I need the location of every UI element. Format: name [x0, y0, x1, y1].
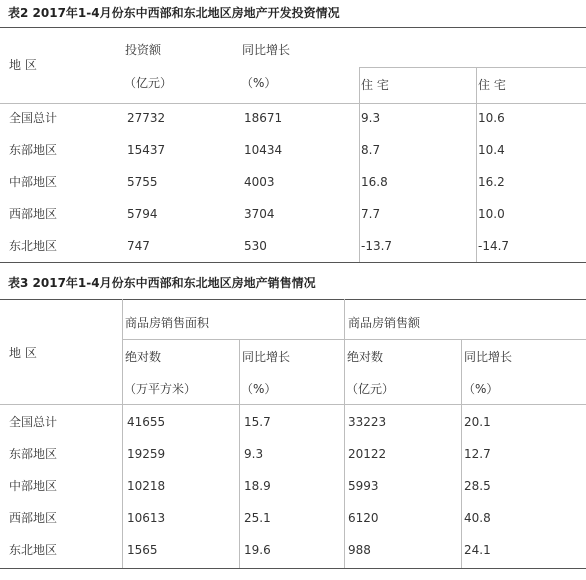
table3-row-area-yoy: 25.1 — [244, 511, 271, 525]
table2-row-invest: 5794 — [127, 207, 158, 221]
table3-col-divider-2 — [239, 339, 240, 568]
table2-yoy-header: 同比增长 — [242, 43, 291, 57]
table2-row-invest: 27732 — [127, 111, 166, 125]
table3-abs1-header: 绝对数 — [125, 350, 162, 364]
table3-row-amount-yoy: 12.7 — [464, 447, 491, 461]
table3-row-region: 全国总计 — [9, 415, 58, 429]
table3-row-amount: 20122 — [348, 447, 387, 461]
table2-row-housing-2: 10.4 — [478, 143, 505, 157]
table3-abs2-unit: （亿元） — [346, 382, 395, 396]
table2-row-housing-2: 10.0 — [478, 207, 505, 221]
table3-row-amount-yoy: 24.1 — [464, 543, 491, 557]
table3-row-amount: 988 — [348, 543, 371, 557]
table3-abs1-unit: （万平方米） — [124, 382, 197, 396]
table2-row-yoy: 10434 — [244, 143, 283, 157]
table3-row-area-yoy: 9.3 — [244, 447, 264, 461]
table2-row-housing-1: -13.7 — [361, 239, 393, 253]
table3-row-amount: 33223 — [348, 415, 387, 429]
table3-row-area-yoy: 19.6 — [244, 543, 271, 557]
table3-row-area: 1565 — [127, 543, 158, 557]
table2-top-rule — [0, 27, 586, 28]
table2-row-housing-1: 8.7 — [361, 143, 381, 157]
table3-row-area-yoy: 18.9 — [244, 479, 271, 493]
table2-yoy-unit: （%） — [241, 76, 277, 90]
table3-area-header: 商品房销售面积 — [125, 316, 210, 330]
table2-title: 表2 2017年1-4月份东中西部和东北地区房地产开发投资情况 — [8, 6, 340, 20]
table2-row-housing-1: 16.8 — [361, 175, 388, 189]
table2-row-housing-2: -14.7 — [478, 239, 510, 253]
table2-row-housing-1: 9.3 — [361, 111, 381, 125]
table3-region-header: 地 区 — [9, 346, 37, 360]
table3-row-region: 西部地区 — [9, 511, 58, 525]
table2-row-yoy: 4003 — [244, 175, 275, 189]
table2-row-housing-2: 16.2 — [478, 175, 505, 189]
table2-invest-header: 投资额 — [125, 43, 162, 57]
table3-row-amount-yoy: 28.5 — [464, 479, 491, 493]
table3-row-area: 19259 — [127, 447, 166, 461]
table2-row-housing-2: 10.6 — [478, 111, 505, 125]
table3-top-rule — [0, 299, 586, 300]
table2-row-invest: 15437 — [127, 143, 166, 157]
table3-col-divider-3 — [344, 299, 345, 568]
table2-housing-header-2: 住 宅 — [478, 78, 506, 92]
table2-row-housing-1: 7.7 — [361, 207, 381, 221]
table2-housing-header-1: 住 宅 — [361, 78, 389, 92]
table3-header-rule — [0, 404, 586, 405]
table2-invest-unit: （亿元） — [124, 76, 173, 90]
table3-row-region: 东北地区 — [9, 543, 58, 557]
table2-housing-rule — [359, 67, 586, 68]
table2-row-region: 东部地区 — [9, 143, 58, 157]
table3-bottom-rule — [0, 568, 586, 569]
table2-header-rule — [0, 103, 586, 104]
table2-row-region: 中部地区 — [9, 175, 58, 189]
table2-row-invest: 5755 — [127, 175, 158, 189]
table2-row-yoy: 530 — [244, 239, 267, 253]
table3-row-amount-yoy: 40.8 — [464, 511, 491, 525]
table3-row-area: 41655 — [127, 415, 166, 429]
table2-row-region: 东北地区 — [9, 239, 58, 253]
table3-yoy2-header: 同比增长 — [464, 350, 513, 364]
table3-group-rule — [122, 339, 586, 340]
table3-amount-header: 商品房销售额 — [348, 316, 421, 330]
table2-row-region: 西部地区 — [9, 207, 58, 221]
table3-row-area: 10613 — [127, 511, 166, 525]
table3-row-region: 中部地区 — [9, 479, 58, 493]
table2-row-yoy: 3704 — [244, 207, 275, 221]
table2-row-region: 全国总计 — [9, 111, 58, 125]
table3-row-area: 10218 — [127, 479, 166, 493]
table2-region-header: 地 区 — [9, 58, 37, 72]
table3-row-area-yoy: 15.7 — [244, 415, 271, 429]
table3-row-amount-yoy: 20.1 — [464, 415, 491, 429]
table2-bottom-rule — [0, 262, 586, 263]
table2-row-invest: 747 — [127, 239, 150, 253]
table3-yoy1-header: 同比增长 — [242, 350, 291, 364]
table3-yoy2-unit: （%） — [463, 382, 499, 396]
table3-row-amount: 5993 — [348, 479, 379, 493]
table3-row-region: 东部地区 — [9, 447, 58, 461]
table2-col-divider-1 — [359, 67, 360, 262]
table3-title: 表3 2017年1-4月份东中西部和东北地区房地产销售情况 — [8, 276, 316, 290]
table3-row-amount: 6120 — [348, 511, 379, 525]
table2-col-divider-2 — [476, 67, 477, 262]
table3-yoy1-unit: （%） — [241, 382, 277, 396]
table3-abs2-header: 绝对数 — [347, 350, 384, 364]
table3-col-divider-1 — [122, 299, 123, 568]
table2-row-yoy: 18671 — [244, 111, 283, 125]
table3-col-divider-4 — [461, 339, 462, 568]
